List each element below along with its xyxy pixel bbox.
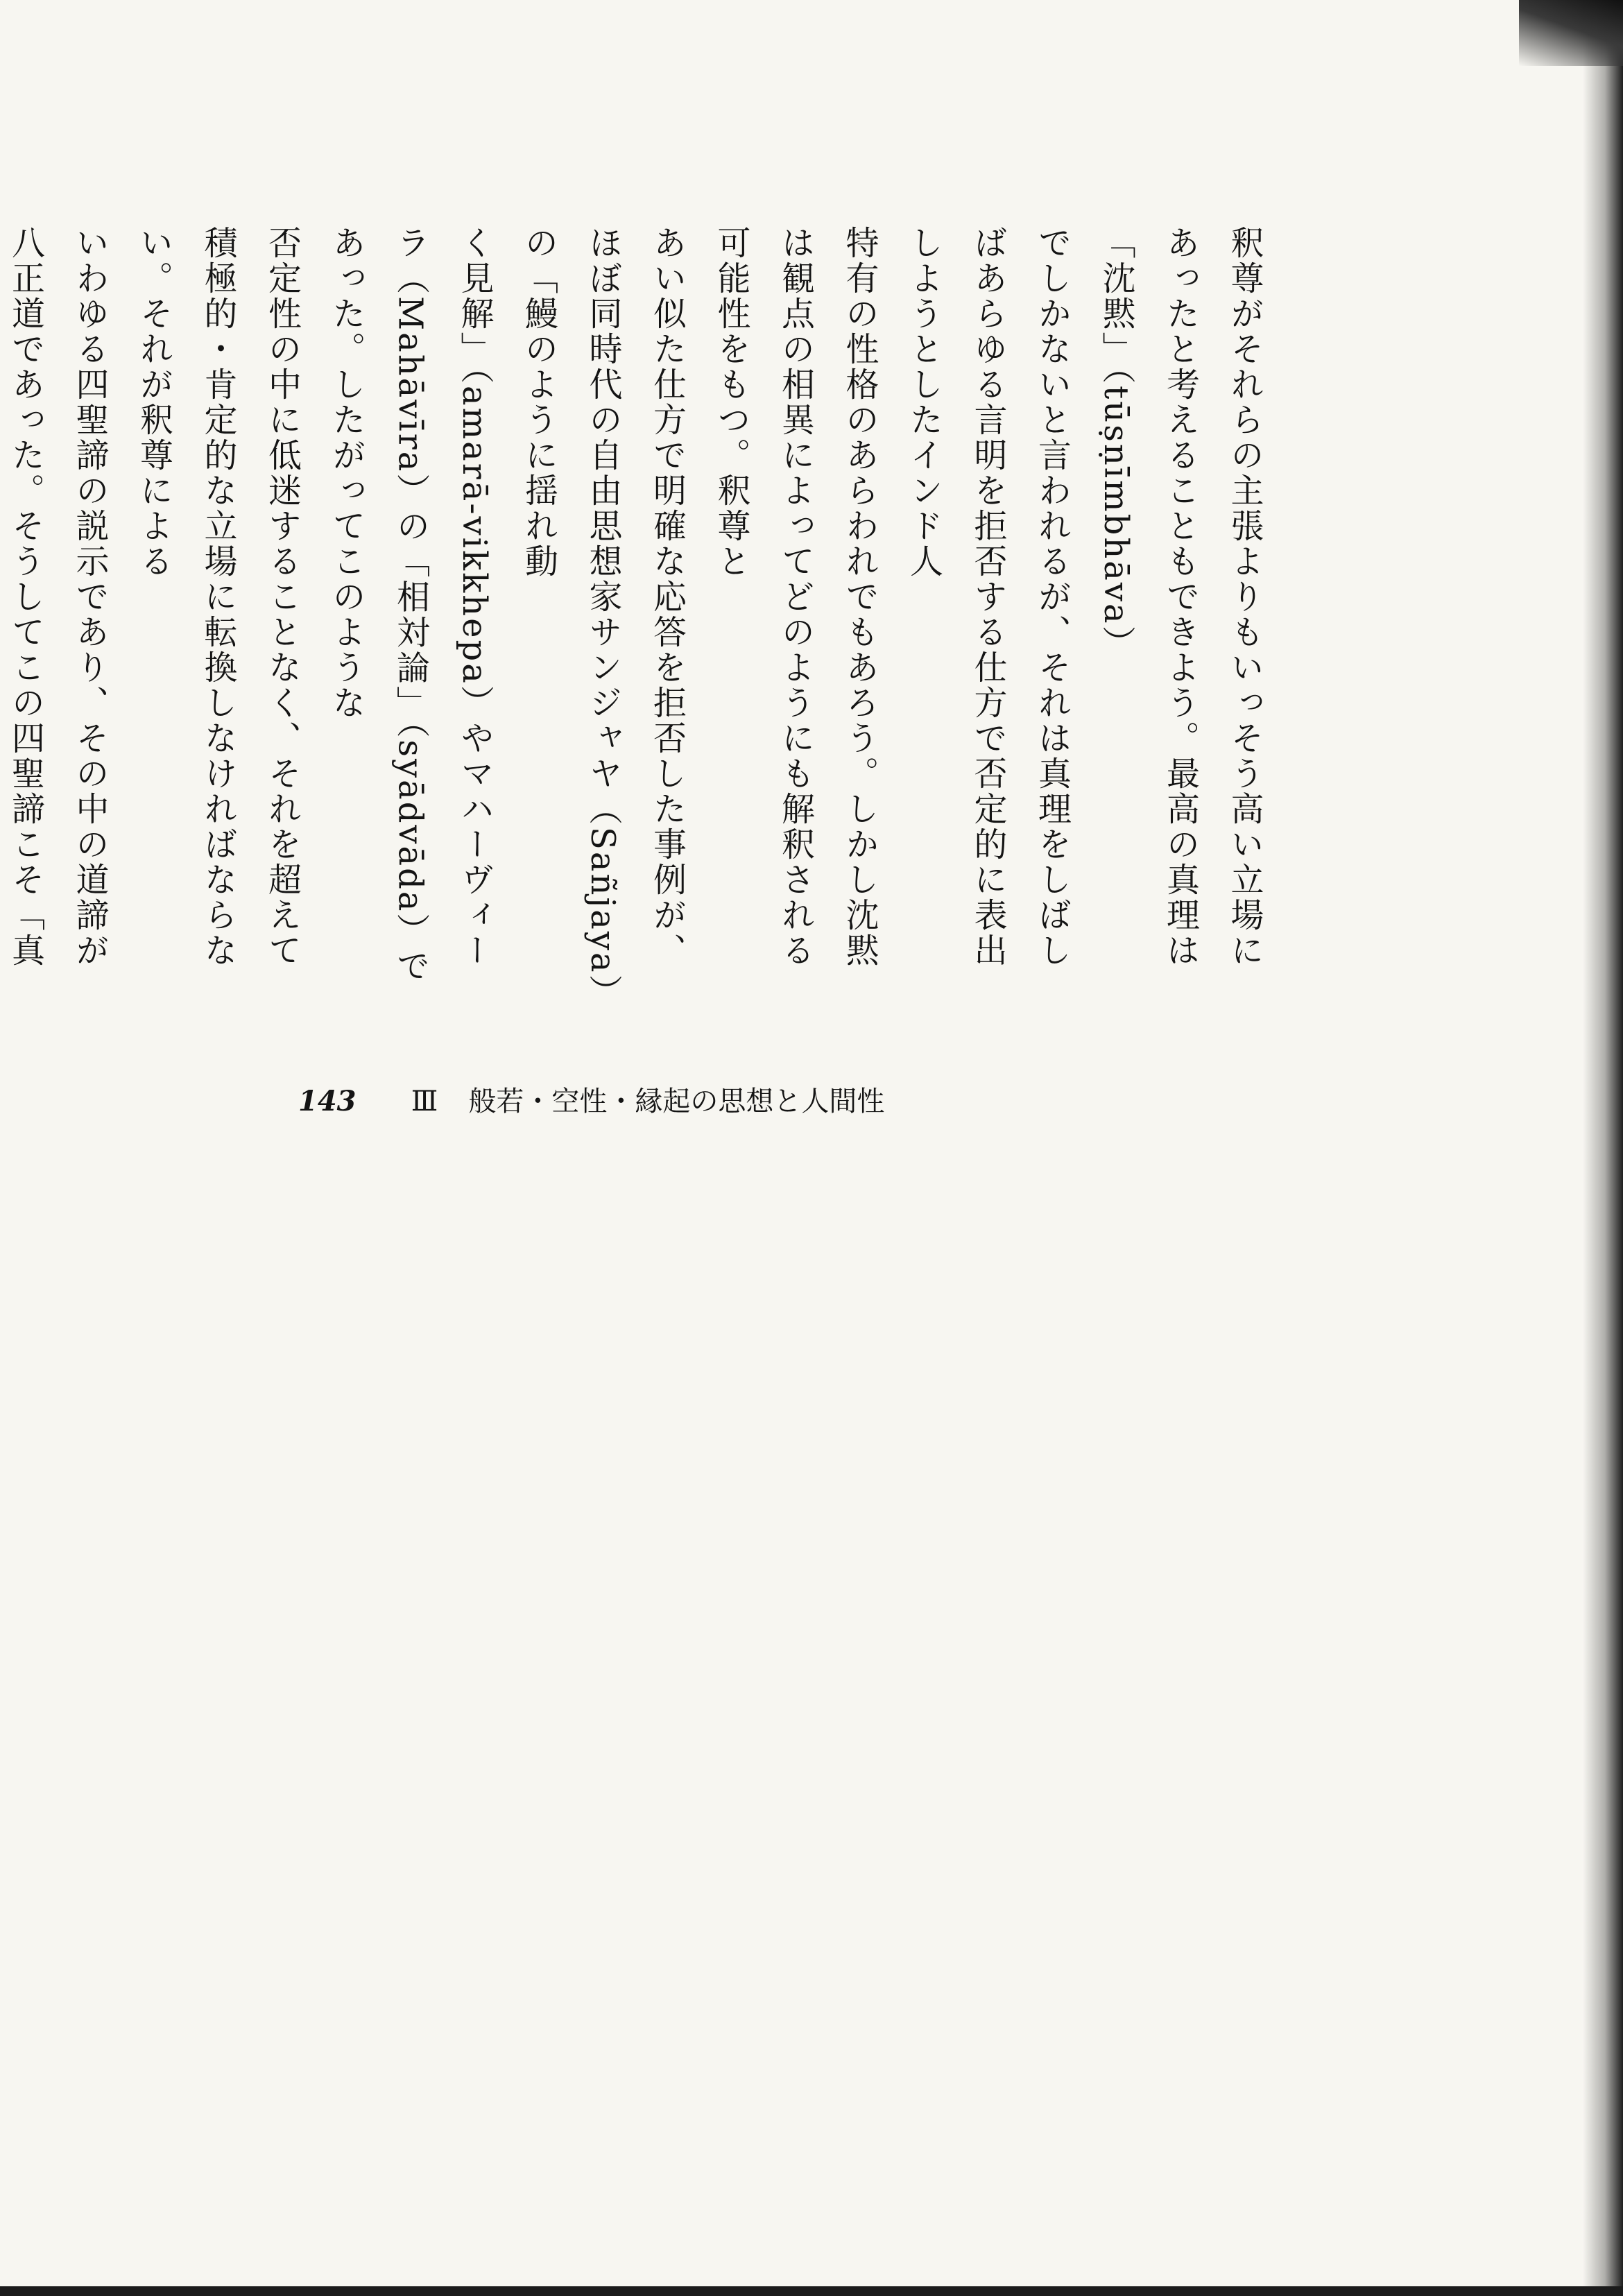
page-footer	[298, 1082, 884, 1121]
scan-corner-mark	[1519, 0, 1623, 66]
page-number: 143	[298, 1085, 357, 1117]
chapter-title: 般若・空性・縁起の思想と人間性	[468, 1086, 885, 1117]
body-text	[6, 225, 1405, 999]
paragraph: 釈尊がそれらの主張よりもいっそう高い立場にあったと考えることもできよう。最高の真理は「沈黙」（tūṣṇīmbhāva） でしかないと言われるが、それは真理をしばしばあらゆる言明を拒否する仕方で否定的に表出しようとしたインド人 特有の性格のあらわれでもあろう。しかし沈黙は観点の相異によってどのようにも解釈される可能性をもつ。釈尊と あい似た仕方で明確な応答を拒否した事例が、ほぼ同時代の自由思想家サンジャヤ（Sañjaya）の「鰻のように揺れ動 く見解」（amarā-vikkhepa）やマハーヴィーラ（Mahāvīra）の「相対論」（syādvāda）であった。したがってこのような 否定性の中に低迷することなく、それを超えて積極的・肯定的な立場に転換しなければならない。それが釈尊による いわゆる四聖諦の説示であり、その中の道諦が八正道であった。そうしてこの四聖諦こそ「真	[6, 225, 1264, 993]
scan-bottom-edge	[0, 2286, 1623, 2296]
scan-edge-shadow	[1583, 0, 1623, 2296]
chapter-numeral: Ⅲ	[411, 1086, 438, 1117]
